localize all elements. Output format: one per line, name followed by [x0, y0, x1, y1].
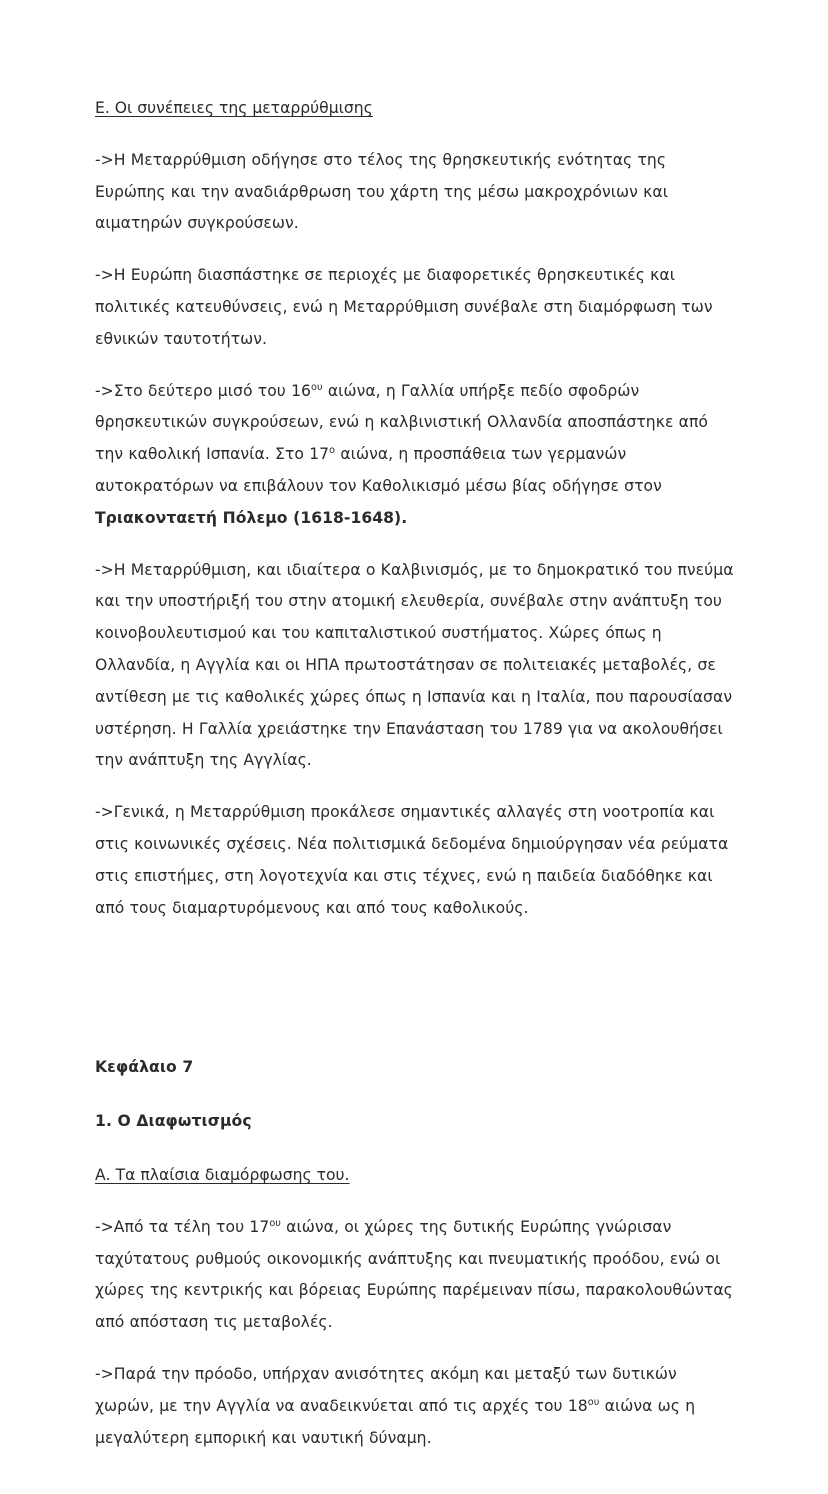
paragraph-social-changes: ->Γενικά, η Μεταρρύθμιση προκάλεσε σημαντικές αλλαγές στη νοοτροπία και στις κοινωνικές σχέσεις. Νέα πολιτισμικά δεδομένα δημιούργησαν νέα ρεύματα στις επιστήμες, στη λογοτεχνία και στις τέχνες, ενώ η παιδεία διαδόθηκε και από τους διαμαρτυρόμενους και από τους καθολικούς.	[95, 803, 729, 917]
subsection-heading-framework: Α. Τα πλαίσια διαμόρφωσης του.	[95, 1165, 350, 1184]
paragraph-thirty-years-war	[95, 376, 735, 535]
paragraph-text-segment: αιώνα, η Γαλλία υπήρξε πεδίο σφοδρών θρησκευτικών συγκρούσεων, ενώ η καλβινιστική Ολλανδία αποσπάστηκε από την καθολική Ισπανία. Στο 17	[95, 381, 709, 464]
ordinal-superscript-17th: ου	[269, 1217, 281, 1229]
section-heading-consequences: Ε. Οι συνέπειες της μεταρρύθμισης	[95, 99, 373, 117]
bold-thirty-years-war-label: Τριακονταετή Πόλεμο (1618-1648).	[95, 508, 408, 527]
chapter-title: Κεφάλαιο 7	[95, 1058, 194, 1077]
section-spacer	[95, 944, 735, 1052]
paragraph-text-segment: ->Από τα τέλη του 17	[95, 1217, 270, 1236]
paragraph-text-segment: αιώνα, η προσπάθεια των γερμανών αυτοκρατόρων να επιβάλουν τον Καθολικισμό μέσω βίας οδήγησε στον	[95, 445, 662, 495]
document-content	[95, 93, 735, 1494]
ordinal-superscript-18th: ου	[587, 1396, 600, 1408]
ordinal-superscript-16th: ου	[311, 381, 323, 393]
paragraph-england-naval-power	[95, 1359, 735, 1454]
paragraph-religious-unity: ->Η Μεταρρύθμιση οδήγησε στο τέλος της θρησκευτικής ενότητας της Ευρώπης και την αναδιάρθρωση του χάρτη της μέσω μακροχρόνιων και αιματηρών συγκρούσεων.	[95, 150, 669, 233]
paragraph-western-europe-growth	[95, 1212, 735, 1339]
paragraph-text-segment: αιώνα ως η μεγαλύτερη εμπορική και ναυτική δύναμη.	[95, 1396, 696, 1447]
paragraph-europe-division: ->Η Ευρώπη διασπάστηκε σε περιοχές με διαφορετικές θρησκευτικές και πολιτικές κατευθύνσεις, ενώ η Μεταρρύθμιση συνέβαλε στη διαμόρφωση των εθνικών ταυτοτήτων.	[95, 266, 713, 348]
page-bottom-spacer	[95, 1474, 735, 1494]
section-title-enlightenment: 1. Ο Διαφωτισμός	[95, 1112, 252, 1131]
paragraph-text-segment: ->Παρά την πρόοδο, υπήρχαν ανισότητες ακόμη και μεταξύ των δυτικών χωρών, με την Αγγλία να αναδεικνύεται από τις αρχές του 18	[95, 1364, 677, 1415]
paragraph-text-segment: αιώνα, οι χώρες της δυτικής Ευρώπης γνώρισαν ταχύτατους ρυθμούς οικονομικής ανάπτυξης και πνευματικής προόδου, ενώ οι χώρες της κεντρικής και βόρειας Ευρώπης παρέμειναν πίσω, παρακολουθώντας από απόσταση τις μεταβολές.	[95, 1217, 733, 1332]
paragraph-text-segment: ->Στο δεύτερο μισό του 16	[95, 381, 312, 400]
paragraph-calvinism-parliamentarism: ->Η Μεταρρύθμιση, και ιδιαίτερα ο Καλβινισμός, με το δημοκρατικό του πνεύμα και την υποστήριξή του στην ατομική ελευθερία, συνέβαλε στην ανάπτυξη του κοινοβουλευτισμού και του καπιταλιστικού συστήματος. Χώρες όπως η Ολλανδία, η Αγγλία και οι ΗΠΑ πρωτοστάτησαν σε πολιτειακές μεταβολές, σε αντίθεση με τις καθολικές χώρες όπως η Ισπανία και η Ιταλία, που παρουσίασαν υστέρηση. Η Γαλλία χρειάστηκε την Επανάσταση του 1789 για να ακολουθήσει την ανάπτυξη της Αγγλίας.	[95, 560, 734, 770]
ordinal-superscript-17th: ο	[329, 444, 336, 456]
